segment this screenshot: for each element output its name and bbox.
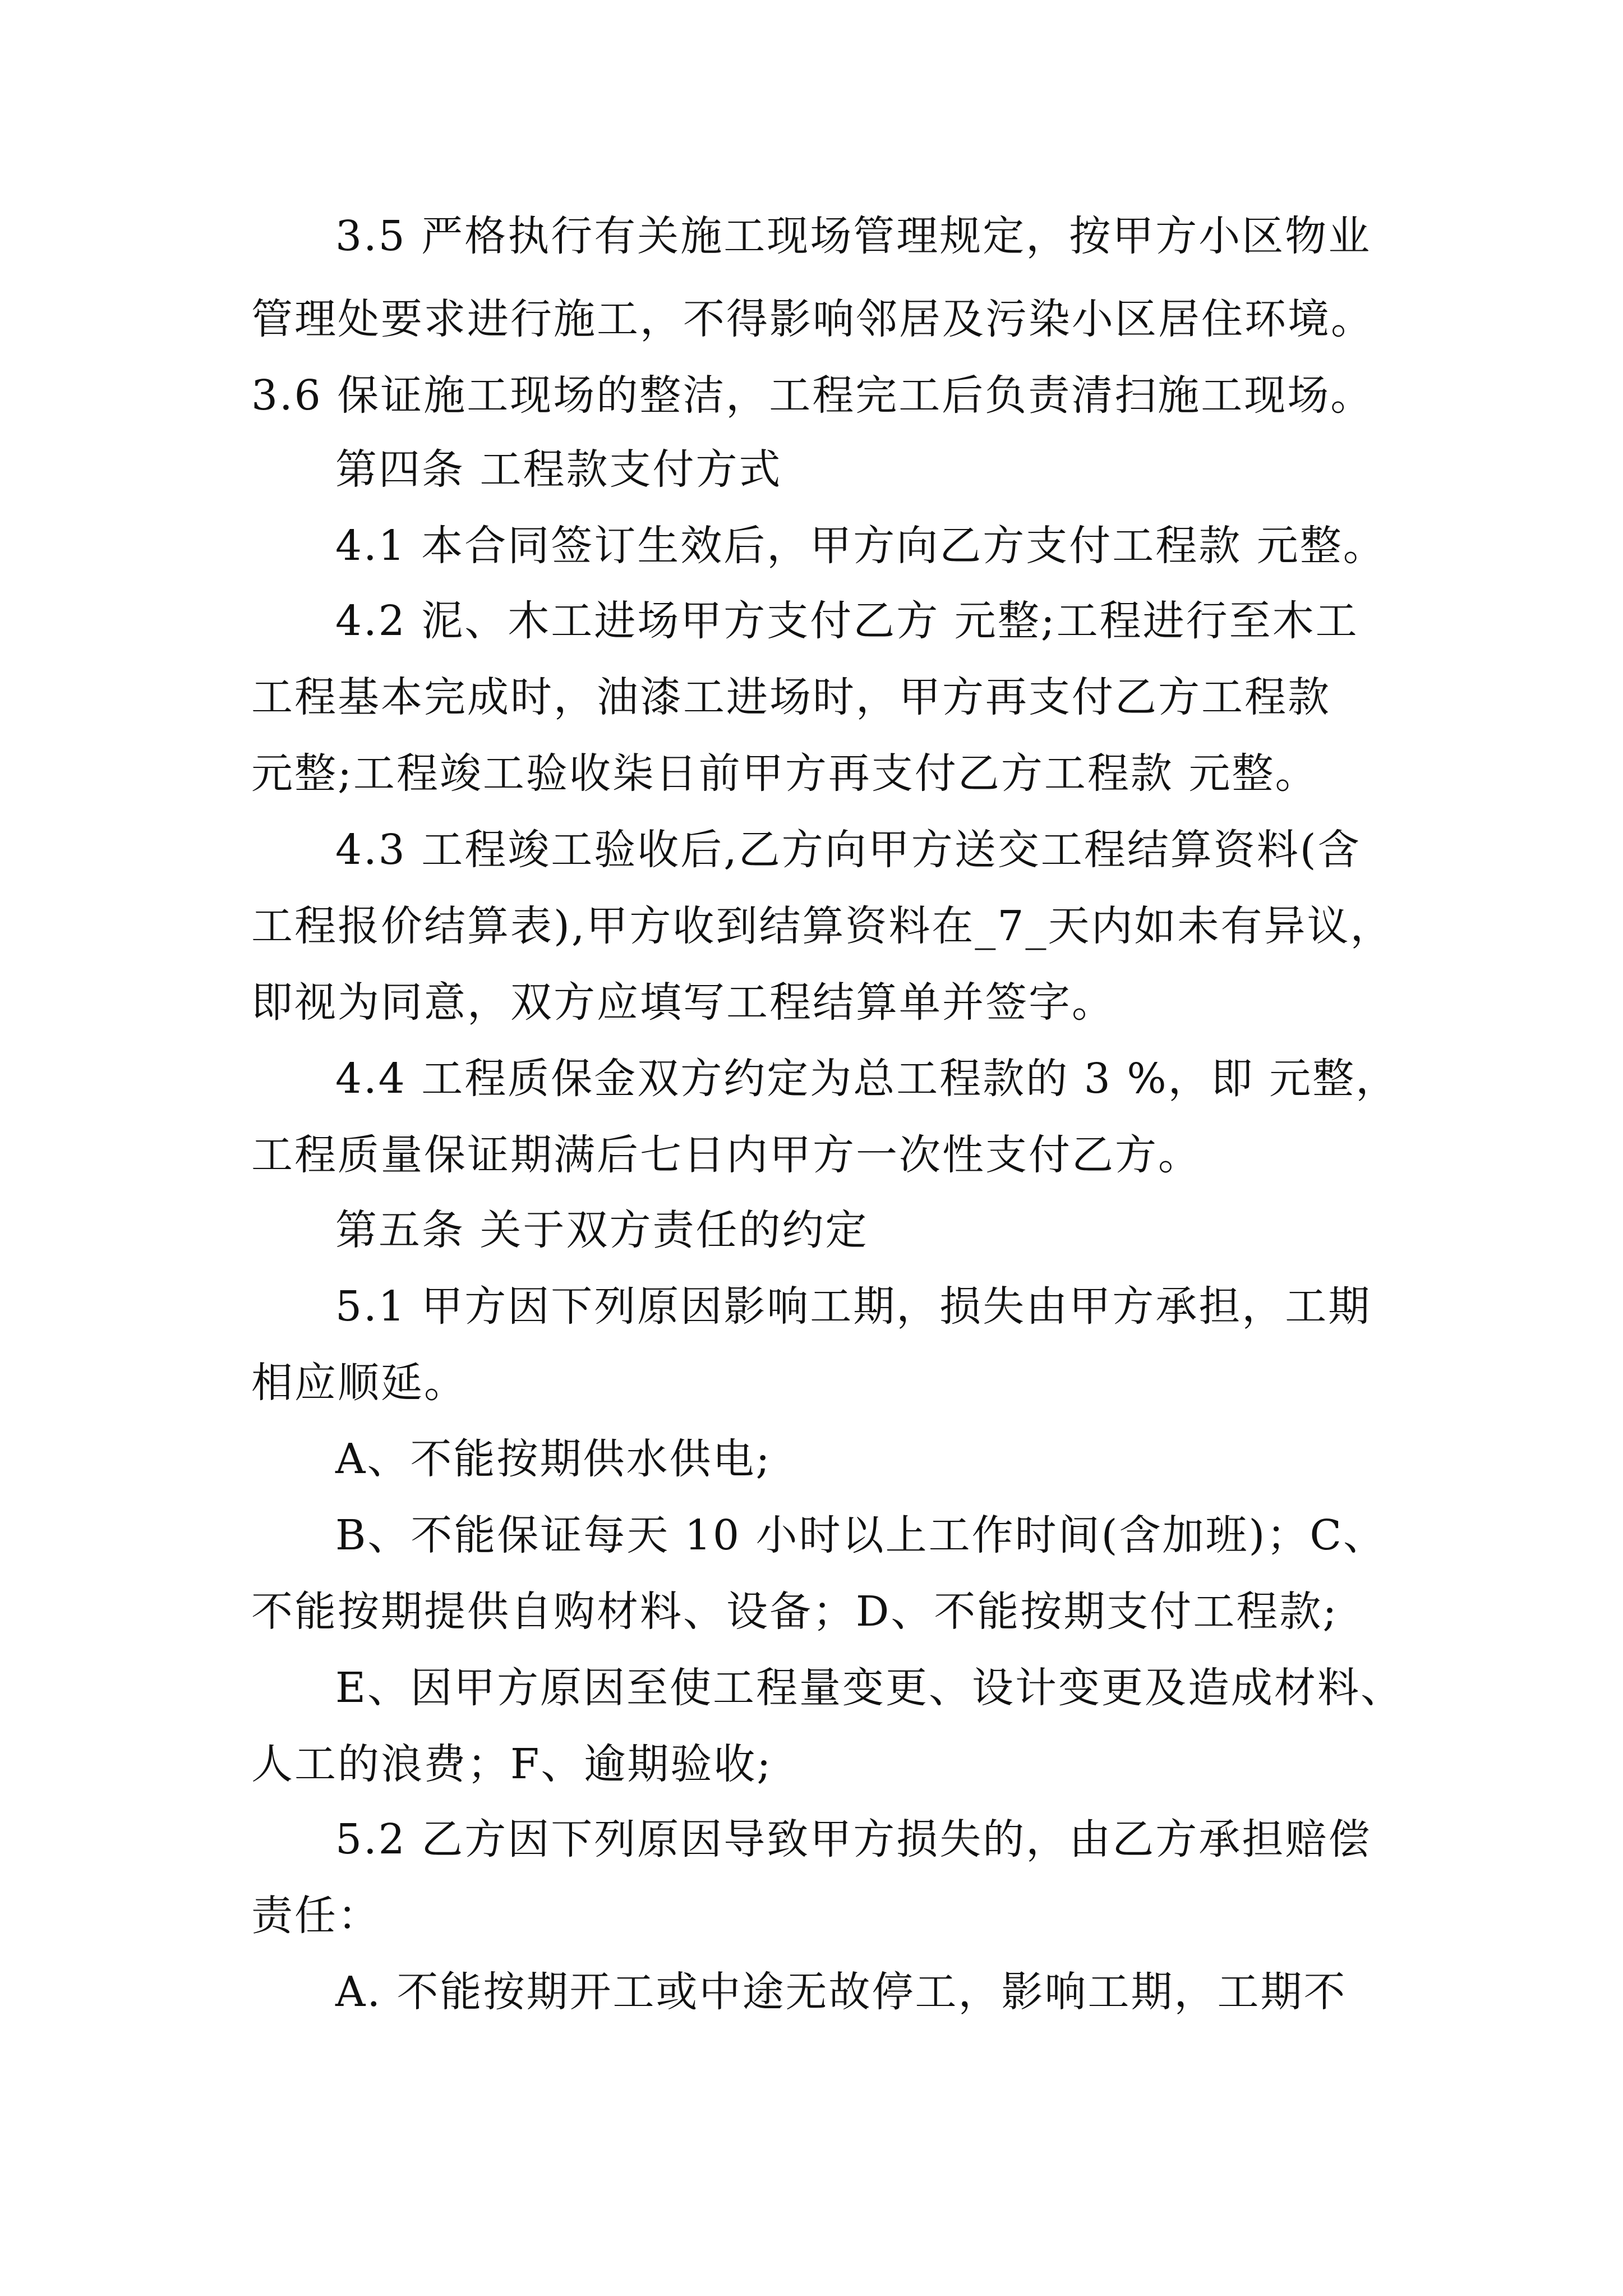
section-heading: 第四条 工程款支付方式 xyxy=(335,445,782,494)
text-line: 工程质量保证期满后七日内甲方一次性支付乙方。 xyxy=(251,1131,1201,1179)
text-line: 4.3 工程竣工验收后,乙方向甲方送交工程结算资料(含 xyxy=(335,826,1361,874)
text-line: 3.5 严格执行有关施工现场管理规定，按甲方小区物业 xyxy=(335,212,1372,260)
text-line: 4.2 泥、木工进场甲方支付乙方 元整;工程进行至木工 xyxy=(335,597,1359,645)
text-line: A、不能按期供水供电; xyxy=(335,1435,772,1483)
text-line: 责任： xyxy=(251,1892,381,1940)
text-line: 工程报价结算表),甲方收到结算资料在_7_天内如未有异议， xyxy=(251,902,1394,950)
text-line: B、不能保证每天 10 小时以上工作时间(含加班)；C、 xyxy=(335,1511,1386,1559)
text-line: E、因甲方原因至使工程量变更、设计变更及造成材料、 xyxy=(335,1664,1404,1712)
text-line: A. 不能按期开工或中途无故停工，影响工期，工期不 xyxy=(335,1968,1347,2016)
text-line: 相应顺延。 xyxy=(251,1359,467,1407)
text-line: 4.1 本合同签订生效后，甲方向乙方支付工程款 元整。 xyxy=(335,522,1386,570)
text-line: 5.1 甲方因下列原因影响工期，损失由甲方承担，工期 xyxy=(335,1282,1372,1331)
text-line: 4.4 工程质保金双方约定为总工程款的 3 %，即 元整， xyxy=(335,1055,1399,1103)
text-line: 即视为同意，双方应填写工程结算单并签字。 xyxy=(251,978,1115,1027)
text-line: 不能按期提供自购材料、设备；D、不能按期支付工程款; xyxy=(251,1588,1339,1636)
text-line: 管理处要求进行施工，不得影响邻居及污染小区居住环境。 xyxy=(251,295,1374,343)
text-line: 元整;工程竣工验收柒日前甲方再支付乙方工程款 元整。 xyxy=(251,749,1318,798)
section-heading: 第五条 关于双方责任的约定 xyxy=(335,1206,869,1254)
text-line: 3.6 保证施工现场的整洁，工程完工后负责清扫施工现场。 xyxy=(251,371,1374,420)
text-line: 人工的浪费；F、逾期验收; xyxy=(251,1740,773,1788)
text-line: 工程基本完成时，油漆工进场时，甲方再支付乙方工程款 xyxy=(251,673,1331,721)
text-line: 5.2 乙方因下列原因导致甲方损失的，由乙方承担赔偿 xyxy=(335,1815,1372,1864)
